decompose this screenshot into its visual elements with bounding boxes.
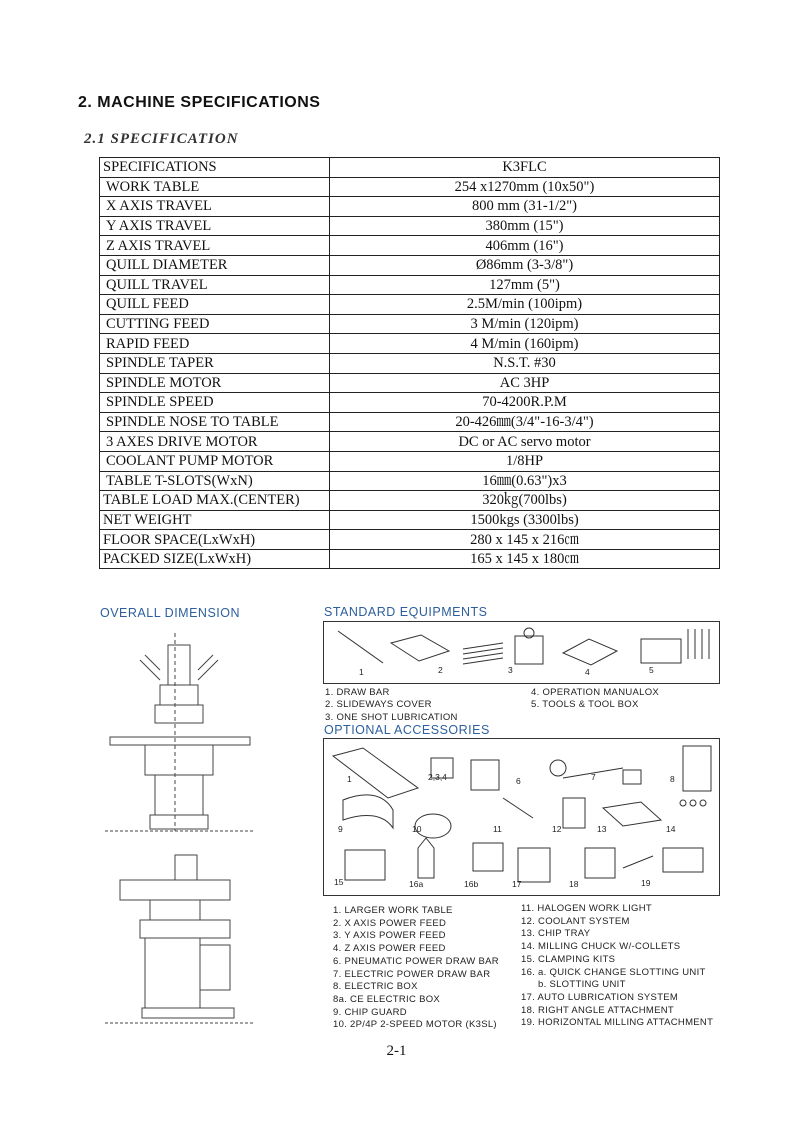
opt-num-14: 14 [666, 824, 676, 834]
spec-label: NET WEIGHT [100, 510, 330, 530]
spec-value: 800 mm (31-1/2") [330, 197, 720, 217]
optional-accessories-legend-left [333, 905, 499, 1032]
table-row [100, 236, 720, 256]
table-row [100, 471, 720, 491]
table-row [100, 314, 720, 334]
spec-value: 254 x1270mm (10x50") [330, 177, 720, 197]
spec-label: CUTTING FEED [100, 314, 330, 334]
table-row [100, 393, 720, 413]
spec-label: Y AXIS TRAVEL [100, 216, 330, 236]
header-label: SPECIFICATIONS [100, 158, 330, 178]
list-item: 9. CHIP GUARD [333, 1006, 407, 1018]
spec-value: 320㎏(700lbs) [330, 491, 720, 511]
list-item: 4. OPERATION MANUALOX [531, 687, 660, 698]
opt-num-13: 13 [597, 824, 607, 834]
header-value: K3FLC [330, 158, 720, 178]
std-num-2: 2 [438, 665, 443, 675]
overall-dimension-title: OVERALL DIMENSION [100, 606, 241, 620]
opt-num-19: 19 [641, 878, 651, 888]
std-num-4: 4 [585, 667, 590, 677]
spec-value: 1500kgs (3300lbs) [330, 510, 720, 530]
spec-value: N.S.T. #30 [330, 353, 720, 373]
spec-value: 165 x 145 x 180㎝ [330, 549, 720, 569]
spec-label: PACKED SIZE(LxWxH) [100, 549, 330, 569]
table-row [100, 255, 720, 275]
standard-equipments-title: STANDARD EQUIPMENTS [324, 605, 488, 619]
spec-value: 70-4200R.P.M [330, 393, 720, 413]
spec-value: 16㎜(0.63")x3 [330, 471, 720, 491]
spec-label: SPINDLE MOTOR [100, 373, 330, 393]
spec-label: QUILL TRAVEL [100, 275, 330, 295]
opt-num-17: 17 [512, 879, 522, 889]
list-item: 1. LARGER WORK TABLE [333, 905, 453, 916]
spec-value: 3 M/min (120ipm) [330, 314, 720, 334]
opt-num-18: 18 [569, 879, 579, 889]
spec-label: X AXIS TRAVEL [100, 197, 330, 217]
opt-num-10: 10 [412, 824, 422, 834]
subsection-heading: 2.1 SPECIFICATION [84, 131, 239, 147]
standard-equipments-legend-right [531, 687, 659, 712]
table-row [100, 334, 720, 354]
spec-value: 380mm (15") [330, 216, 720, 236]
table-row [100, 216, 720, 236]
list-item: 14. MILLING CHUCK W/-COLLETS [521, 941, 681, 953]
std-num-5: 5 [649, 665, 654, 675]
list-item: 6. PNEUMATIC POWER DRAW BAR [333, 955, 499, 967]
list-item: 2. SLIDEWAYS COVER [325, 699, 432, 711]
section-heading: 2. MACHINE SPECIFICATIONS [78, 94, 321, 111]
spec-value: Ø86mm (3-3/8") [330, 255, 720, 275]
spec-label: SPINDLE TAPER [100, 353, 330, 373]
spec-label: COOLANT PUMP MOTOR [100, 451, 330, 471]
list-item: 2. X AXIS POWER FEED [333, 917, 447, 929]
table-row [100, 295, 720, 315]
optional-accessories-title: OPTIONAL ACCESSORIES [324, 723, 490, 737]
table-row [100, 197, 720, 217]
spec-label: WORK TABLE [100, 177, 330, 197]
spec-label: RAPID FEED [100, 334, 330, 354]
spec-value: 406mm (16") [330, 236, 720, 256]
spec-value: 2.5M/min (100ipm) [330, 295, 720, 315]
spec-label: SPINDLE SPEED [100, 393, 330, 413]
standard-equipments-legend-left [325, 687, 458, 724]
spec-label: QUILL DIAMETER [100, 255, 330, 275]
std-num-1: 1 [359, 667, 364, 677]
list-item: 3. Y AXIS POWER FEED [333, 930, 446, 942]
opt-num-11: 11 [493, 824, 502, 834]
table-row [100, 491, 720, 511]
opt-num-12: 12 [552, 824, 562, 834]
spec-label: Z AXIS TRAVEL [100, 236, 330, 256]
std-num-3: 3 [508, 665, 513, 675]
optional-accessories-legend-right [521, 903, 713, 1030]
spec-value: 127mm (5") [330, 275, 720, 295]
opt-num-7: 7 [591, 772, 596, 782]
table-row [100, 275, 720, 295]
table-row [100, 549, 720, 569]
machine-dimension-drawing [100, 625, 260, 1030]
list-item: 10. 2P/4P 2-SPEED MOTOR (K3SL) [333, 1019, 497, 1031]
spec-label: QUILL FEED [100, 295, 330, 315]
list-item: 15. CLAMPING KITS [521, 953, 616, 965]
spec-label: TABLE LOAD MAX.(CENTER) [100, 491, 330, 511]
spec-value: 4 M/min (160ipm) [330, 334, 720, 354]
table-row [100, 432, 720, 452]
page-number: 2-1 [386, 1043, 407, 1059]
opt-num-2-3-4: 2,3,4 [428, 772, 447, 782]
table-row [100, 412, 720, 432]
spec-value: DC or AC servo motor [330, 432, 720, 452]
list-item: 3. ONE SHOT LUBRICATION [325, 711, 458, 723]
list-item: 1. DRAW BAR [325, 687, 390, 698]
opt-num-9: 9 [338, 824, 343, 834]
spec-label: SPINDLE NOSE TO TABLE [100, 412, 330, 432]
spec-value: 1/8HP [330, 451, 720, 471]
table-row [100, 451, 720, 471]
standard-equipments-figure [323, 621, 720, 685]
spec-value: 20-426㎜(3/4"-16-3/4") [330, 412, 720, 432]
opt-num-1: 1 [347, 774, 352, 784]
list-item: 18. RIGHT ANGLE ATTACHMENT [521, 1004, 674, 1016]
list-item: 12. COOLANT SYSTEM [521, 915, 630, 927]
opt-num-6: 6 [516, 776, 521, 786]
opt-num-16b: 16b [464, 879, 479, 889]
spec-label: FLOOR SPACE(LxWxH) [100, 530, 330, 550]
table-row [100, 353, 720, 373]
table-header-row [100, 158, 720, 178]
list-item: 8a. CE ELECTRIC BOX [333, 993, 441, 1005]
spec-label: TABLE T-SLOTS(WxN) [100, 471, 330, 491]
spec-value: AC 3HP [330, 373, 720, 393]
list-item: 19. HORIZONTAL MILLING ATTACHMENT [521, 1017, 714, 1029]
opt-num-8: 8 [670, 774, 675, 784]
list-item: 7. ELECTRIC POWER DRAW BAR [333, 968, 491, 980]
optional-accessories-figure [323, 738, 720, 898]
list-item: 16. a. QUICK CHANGE SLOTTING UNIT [521, 966, 706, 978]
list-item: 13. CHIP TRAY [521, 928, 591, 940]
list-item: 5. TOOLS & TOOL BOX [531, 699, 639, 711]
list-item: 8. ELECTRIC BOX [333, 981, 418, 993]
list-item: 4. Z AXIS POWER FEED [333, 943, 446, 955]
spec-value: 280 x 145 x 216㎝ [330, 530, 720, 550]
opt-num-16a: 16a [409, 879, 424, 889]
table-row [100, 373, 720, 393]
spec-label: 3 AXES DRIVE MOTOR [100, 432, 330, 452]
list-item: b. SLOTTING UNIT [538, 979, 626, 991]
table-row [100, 177, 720, 197]
list-item: 11. HALOGEN WORK LIGHT [521, 903, 653, 914]
table-row [100, 510, 720, 530]
table-row [100, 530, 720, 550]
specification-table [99, 157, 720, 569]
opt-num-15: 15 [334, 877, 344, 887]
list-item: 17. AUTO LUBRICATION SYSTEM [521, 991, 679, 1003]
